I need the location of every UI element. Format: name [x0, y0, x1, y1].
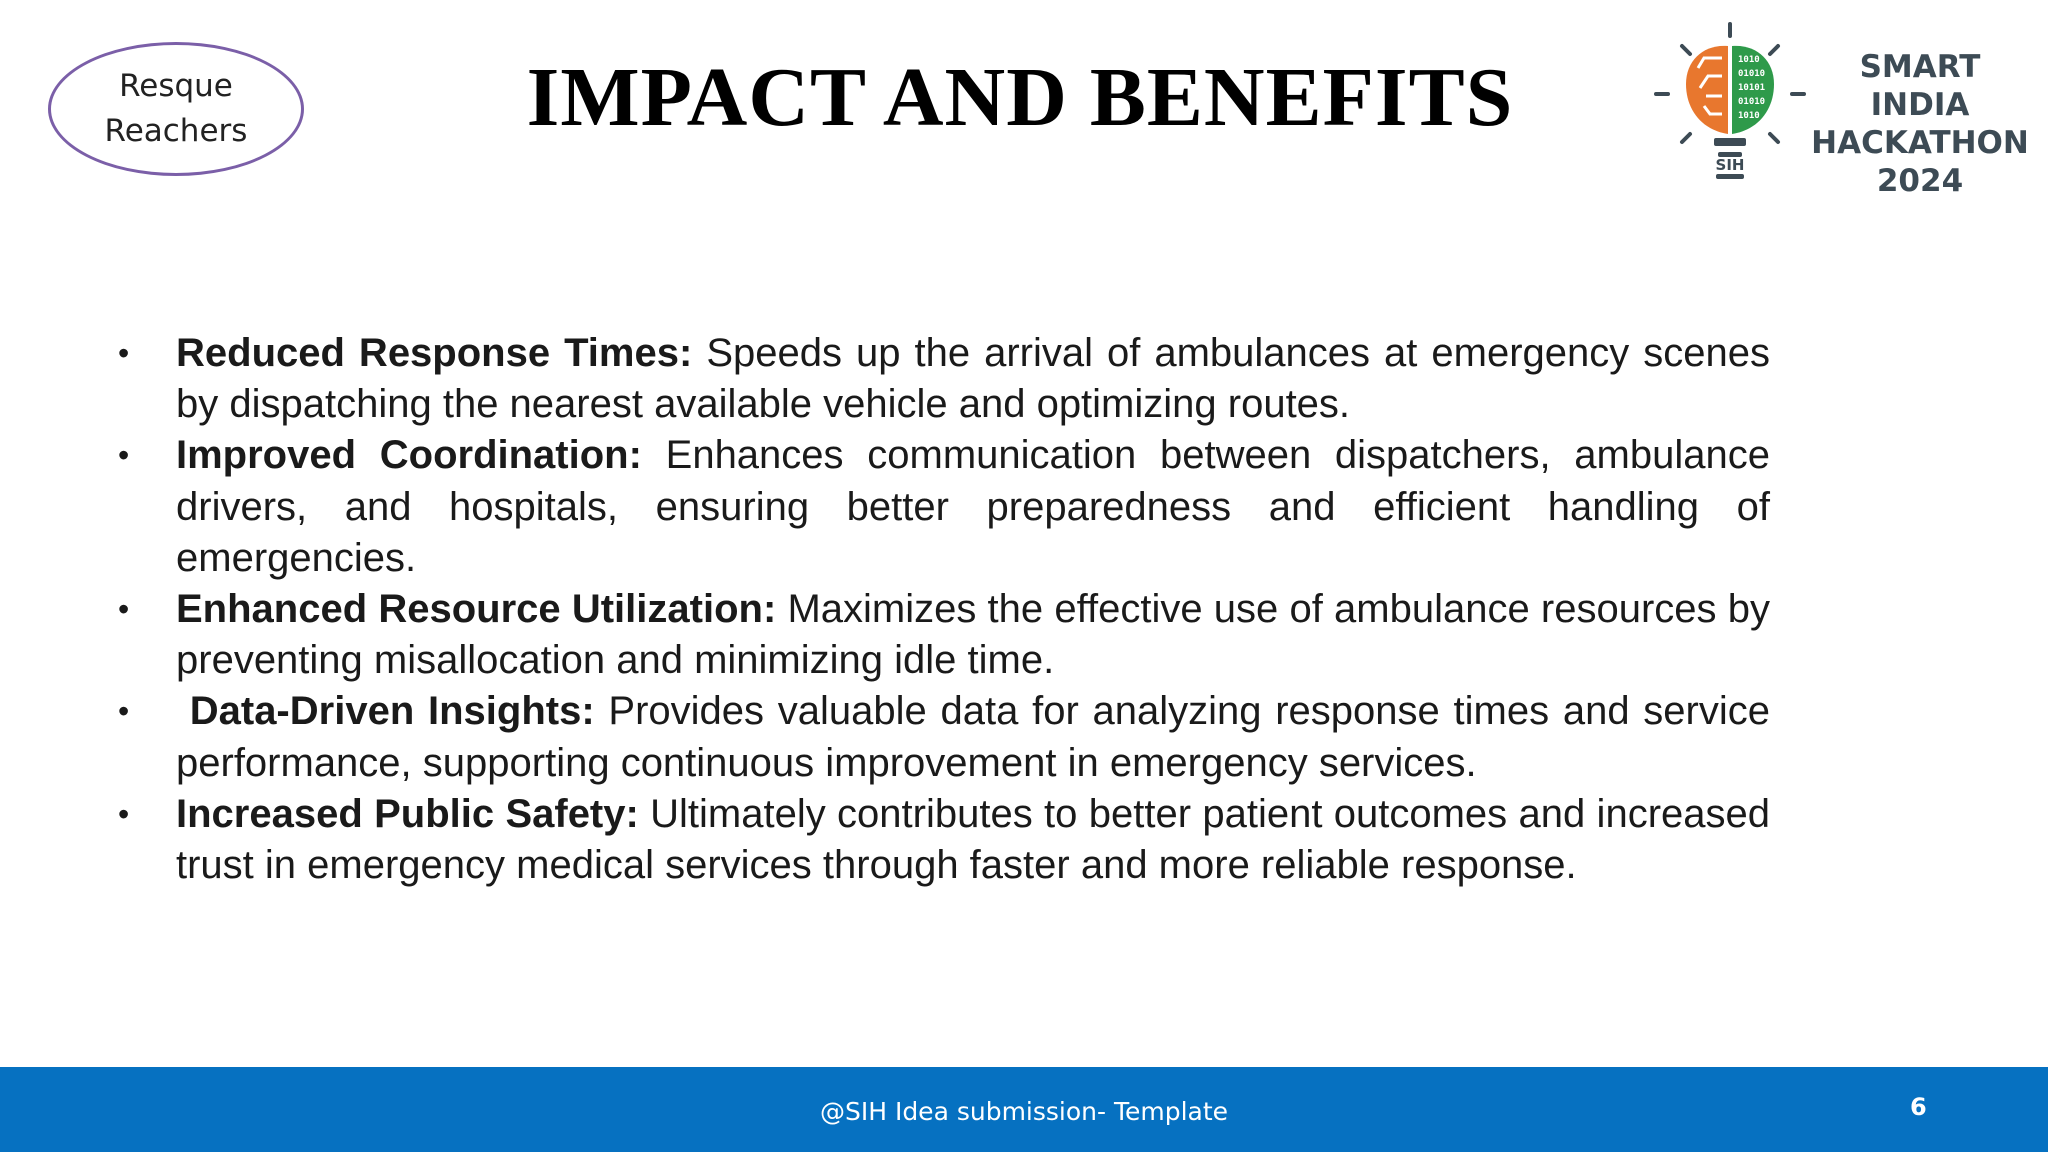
list-item — [118, 789, 1770, 891]
bullet-text: Speeds up the arrival of ambulances at emergency scenes by dispatching the nearest available vehicle and optimizing routes. — [176, 331, 1771, 427]
bullet-icon: • — [118, 335, 130, 371]
bullet-label: Reduced Response Times: — [176, 331, 693, 375]
logo-line3: 2024 — [1876, 163, 1964, 199]
bullet-label: Increased Public Safety: — [176, 791, 639, 836]
bullet-text: Maximizes the effective use of ambulance resources by preventing misallocation and minimizing idle time. — [176, 587, 1770, 683]
logo-wordmark — [1810, 48, 2030, 200]
team-name-line2: Reachers — [104, 113, 248, 149]
logo-line2: HACKATHON — [1811, 125, 2029, 161]
team-name-line1: Resque — [119, 68, 233, 104]
list-item — [118, 430, 1770, 584]
bullet-icon: • — [118, 693, 130, 730]
bullet-icon: • — [118, 591, 130, 628]
svg-text:10101: 10101 — [1738, 83, 1766, 93]
footer-text: @SIH Idea submission- Template — [819, 1097, 1229, 1126]
footer-bar — [0, 1067, 2048, 1152]
bullet-label: Improved Coordination: — [176, 433, 642, 478]
team-name-oval — [48, 42, 304, 176]
logo-line1: SMART INDIA — [1859, 49, 1981, 123]
svg-text:01010: 01010 — [1738, 69, 1766, 79]
sih-badge: SIH — [1715, 156, 1745, 174]
bullet-icon: • — [118, 437, 130, 474]
bulb-rays-icon — [1656, 24, 1804, 142]
list-item — [118, 584, 1770, 686]
svg-text:1010: 1010 — [1738, 111, 1760, 121]
benefits-list — [118, 328, 1770, 891]
bullet-text: Ultimately contributes to better patient outcomes and increased trust in emergency medical services through faster and more reliable response. — [176, 791, 1770, 888]
list-item — [118, 686, 1770, 788]
bullet-icon: • — [118, 795, 130, 832]
bullet-label: Enhanced Resource Utilization: — [176, 587, 777, 632]
slide-title: IMPACT AND BENEFITS — [526, 51, 1514, 144]
svg-text:1010: 1010 — [1738, 55, 1760, 65]
page-number: 6 — [1910, 1093, 1927, 1121]
bullet-text: Provides valuable data for analyzing response times and service performance, supporting continuous improvement in emergency services. — [176, 689, 1770, 785]
bullet-label: Data-Driven Insights: — [176, 689, 595, 734]
svg-text:01010: 01010 — [1738, 97, 1766, 107]
bullet-text: Enhances communication between dispatchers, ambulance drivers, and hospitals, ensuring better preparedness and efficient handling of emergencies. — [176, 433, 1770, 580]
list-item — [118, 328, 1770, 430]
